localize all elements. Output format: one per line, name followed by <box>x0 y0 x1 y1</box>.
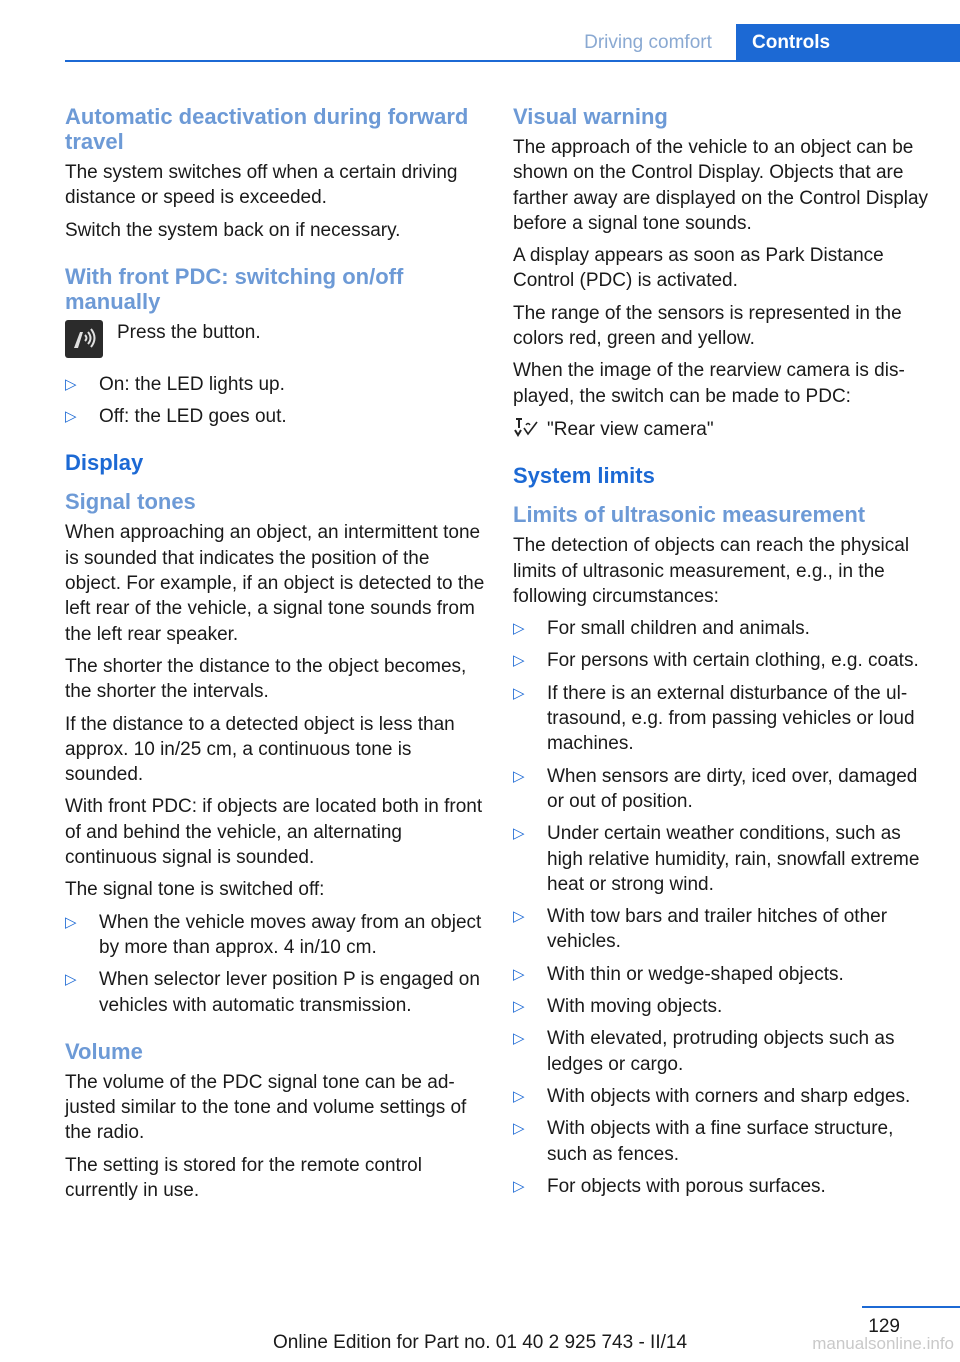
list-item: ▷ When the vehicle moves away from an object by more than approx. 4 in/10 cm. <box>65 911 482 958</box>
paragraph: When approaching an object, an intermittent tone is sounded that indicates the position of the object. For example, if an object is detected to the left rear of the vehicle, a signal tone sounds from the left rear speaker. <box>65 522 485 645</box>
bullet-triangle-icon: ▷ <box>513 684 525 702</box>
list-item: ▷ Off: the LED goes out. <box>65 404 485 429</box>
list-item: ▷ Under certain weather conditions, such as high relative humidity, rain, snowfall extreme heat or strong wind. <box>513 823 920 895</box>
bullet-triangle-icon: ▷ <box>65 913 77 931</box>
list-item: ▷ When sensors are dirty, iced over, damaged or out of position. <box>513 765 918 812</box>
paragraph: Switch the system back on if necessary. <box>65 219 401 241</box>
watermark: manualsonline.info <box>812 1334 954 1353</box>
list-item: ▷ If there is an external disturbance of the ultrasound, e.g. from passing vehicles or loud machines. <box>513 682 915 755</box>
list-item: ▷ With elevated, protruding objects such as ledges or cargo. <box>513 1028 895 1075</box>
heading-visual-warning: Visual warning <box>513 104 668 129</box>
header-section-title: Driving comfort <box>584 32 712 53</box>
bullet-triangle-icon: ▷ <box>513 965 525 983</box>
bullet-triangle-icon: ▷ <box>513 1177 525 1195</box>
press-button-text: Press the button. <box>117 321 261 343</box>
footer-edition: Online Edition for Part no. 01 40 2 925 743 - II/14 <box>272 1332 688 1353</box>
list-item: ▷ On: the LED lights up. <box>65 372 485 397</box>
list-item: ▷ When selector lever position P is engaged on vehicles with automatic transmission. <box>65 969 480 1016</box>
paragraph: The signal tone is switched off: <box>65 879 325 901</box>
list-item: ▷ With thin or wedge-shaped objects. <box>513 962 933 987</box>
paragraph: The shorter the distance to the object becomes, the shorter the intervals. <box>65 655 467 703</box>
paragraph: With front PDC: if objects are located both in front of and behind the vehicle, an alternating continuous signal is sounded. <box>65 796 483 869</box>
press-button-row <box>65 320 485 358</box>
paragraph: The range of the sensors is represented in the colors red, green and yellow. <box>513 302 902 350</box>
paragraph: The approach of the vehicle to an object can be shown on the Control Display. Objects that are farther away are displayed on the Control Display before a signal tone sounds. <box>513 137 929 234</box>
bullet-triangle-icon: ▷ <box>513 825 525 843</box>
list-item: ▷ For persons with certain clothing, e.g. coats. <box>513 648 933 673</box>
bullet-triangle-icon: ▷ <box>65 408 77 426</box>
paragraph: A display appears as soon as Park Distance Control (PDC) is activated. <box>513 245 884 292</box>
pdc-button-icon <box>65 320 103 358</box>
paragraph: The setting is stored for the remote control currently in use. <box>65 1154 422 1202</box>
bullet-triangle-icon: ▷ <box>513 1030 525 1048</box>
bullet-triangle-icon: ▷ <box>513 767 525 785</box>
heading-system-limits: System limits <box>513 463 655 489</box>
heading-display: Display <box>65 450 144 476</box>
bullet-triangle-icon: ▷ <box>513 1087 525 1105</box>
paragraph: The system switches off when a certain driving distance or speed is exceeded. <box>65 162 458 209</box>
bullet-triangle-icon: ▷ <box>513 620 525 638</box>
left-column <box>65 104 485 1210</box>
heading-volume: Volume <box>65 1038 143 1064</box>
rear-camera-line: "Rear view camera" <box>513 416 933 442</box>
rear-view-camera-icon <box>513 416 539 438</box>
heading-ultrasonic: Limits of ultrasonic measurement <box>513 502 866 528</box>
list-item: ▷ With objects with corners and sharp edges. <box>513 1084 933 1109</box>
right-column <box>513 104 933 1206</box>
list-item: ▷ With moving objects. <box>513 994 933 1019</box>
heading-front-pdc: With front PDC: switching on/off manually <box>65 263 404 314</box>
heading-auto-deactivation: Automatic deactivation during forward travel <box>65 104 469 154</box>
bullet-triangle-icon: ▷ <box>513 998 525 1016</box>
list-item: ▷ For objects with porous surfaces. <box>513 1174 933 1199</box>
paragraph: If the distance to a detected object is less than approx. 10 in/25 cm, a continuous tone is sounded. <box>65 713 455 786</box>
bullet-triangle-icon: ▷ <box>513 1120 525 1138</box>
page-number-rule <box>862 1306 960 1308</box>
bullet-triangle-icon: ▷ <box>513 908 525 926</box>
header-rule <box>65 60 960 62</box>
list-item: ▷ With objects with a fine surface structure, such as fences. <box>513 1118 894 1165</box>
list-item: ▷ With tow bars and trailer hitches of other vehicles. <box>513 906 888 953</box>
page-number: 129 <box>868 1316 900 1337</box>
paragraph: The detection of objects can reach the physical limits of ultrasonic measurement, e.g., in the following circumstances: <box>513 535 910 607</box>
list-item: ▷ For small children and animals. <box>513 616 933 641</box>
paragraph: When the image of the rearview camera is displayed, the switch can be made to PDC: <box>513 360 905 407</box>
bullet-triangle-icon: ▷ <box>513 652 525 670</box>
heading-signal-tones: Signal tones <box>65 489 196 515</box>
paragraph: The volume of the PDC signal tone can be adjusted similar to the tone and volume settings of the radio. <box>65 1071 467 1144</box>
limits-list <box>513 616 933 1199</box>
header-chapter-tab: Controls <box>736 24 960 61</box>
signal-off-list <box>65 910 485 1018</box>
bullet-triangle-icon: ▷ <box>65 375 77 393</box>
onoff-list <box>65 372 485 430</box>
bullet-triangle-icon: ▷ <box>65 971 77 989</box>
